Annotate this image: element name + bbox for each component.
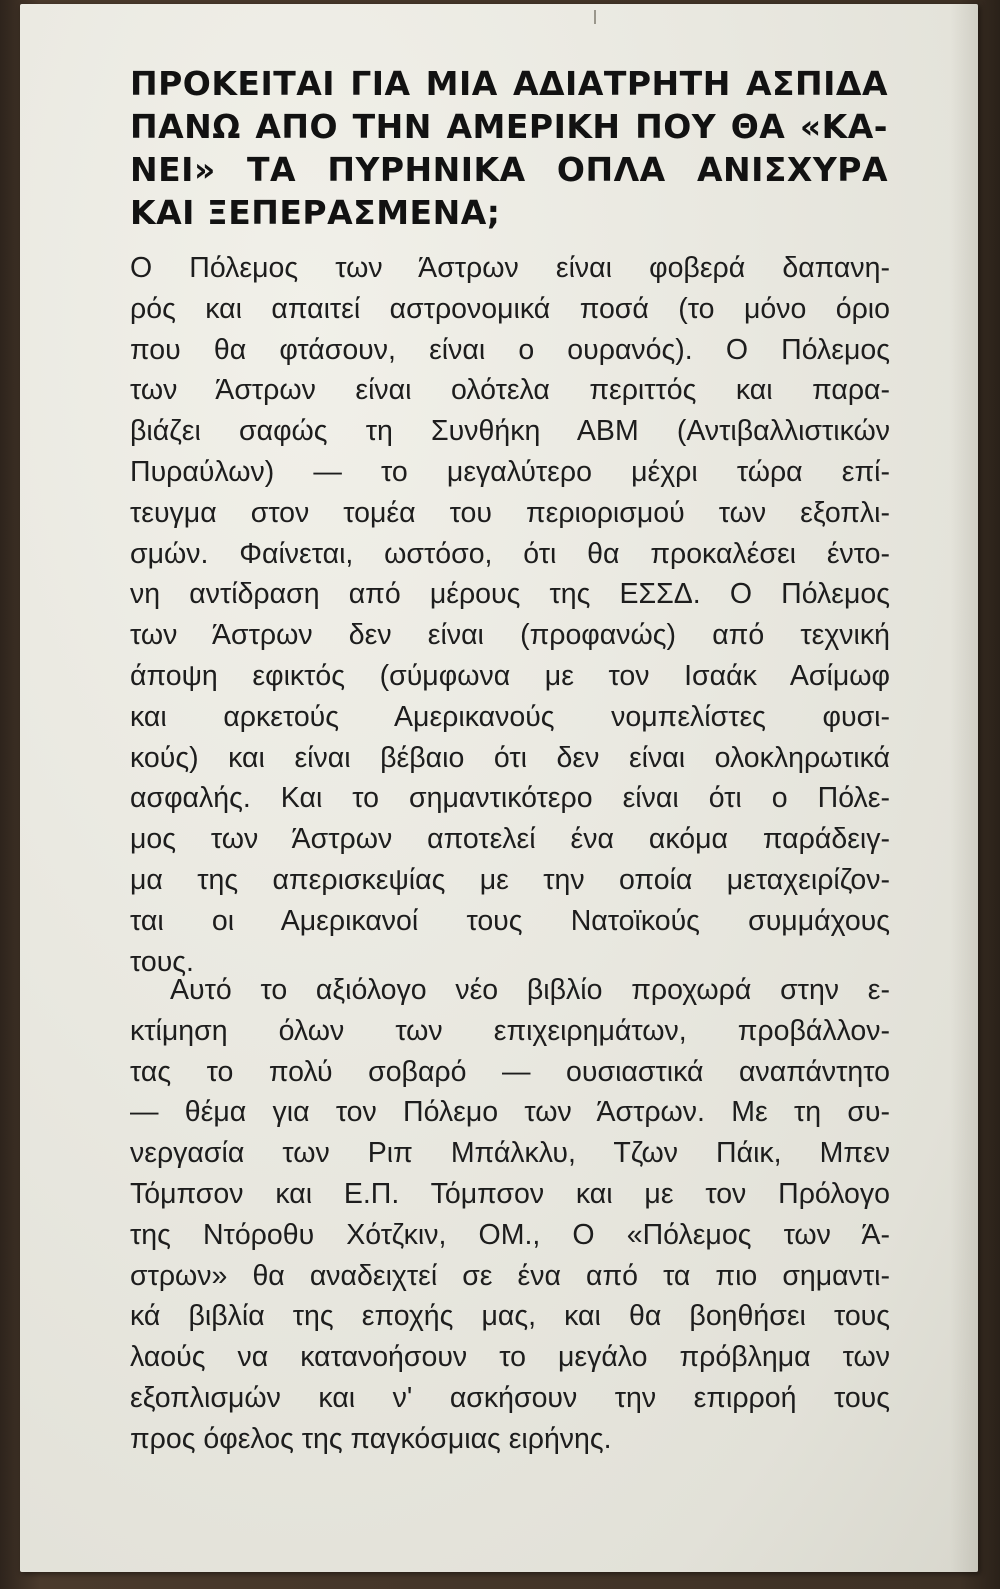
paragraph-line: των Άστρων είναι ολότελα περιττός και παρα- [130,374,890,407]
paragraph-line: Ο Πόλεμος των Άστρων είναι φοβερά δαπανη- [130,252,890,284]
paragraph-line: μα της απερισκεψίας με την οποία μεταχειρίζον- [130,863,890,896]
paragraph-line: στρων» θα αναδειχτεί σε ένα από τα πιο σημαντι- [130,1259,890,1292]
headline-line: ΠΡΟΚΕΙΤΑΙ ΓΙΑ ΜΙΑ ΑΔΙΑΤΡΗΤΗ ΑΣΠΙΔΑ [130,64,888,103]
paragraph-line: — θέμα για τον Πόλεμο των Άστρων. Με τη συ- [130,1096,890,1129]
paragraph-line: Πυραύλων) — το μεγαλύτερο μέχρι τώρα επί- [130,455,890,488]
paragraph-line: της Ντόροθυ Χότζκιν, ΟΜ., Ο «Πόλεμος των Ά- [130,1218,890,1251]
headline-line: ΚΑΙ ΞΕΠΕΡΑΣΜΕΝΑ; [130,193,501,232]
paragraph-line: Τόμπσον και Ε.Π. Τόμπσον και με τον Πρόλογο [130,1177,890,1210]
cover-crease-mark [594,10,596,24]
paragraph-line: κά βιβλία της εποχής μας, και θα βοηθήσει τους [130,1300,890,1333]
paragraph-line: τους. [130,945,194,978]
blurb-paragraph-2 [130,970,890,1460]
paragraph-line: μος των Άστρων αποτελεί ένα ακόμα παράδειγ- [130,823,890,856]
paragraph-line: ται οι Αμερικανοί τους Νατοϊκούς συμμάχους [130,904,890,937]
paragraph-line: νεργασία των Ριπ Μπάλκλυ, Τζων Πάικ, Μπεν [130,1137,890,1170]
paragraph-line: τας το πολύ σοβαρό — ουσιαστικά αναπάντητο [130,1055,890,1088]
paragraph-line: κούς) και είναι βέβαιο ότι δεν είναι ολοκληρωτικά [130,741,890,774]
paragraph-line: λαούς να κατανοήσουν το μεγάλο πρόβλημα των [130,1341,890,1374]
cover-edge-shadow [950,4,978,1572]
paragraph-line: σμών. Φαίνεται, ωστόσο, ότι θα προκαλέσει έντο- [130,537,890,570]
paragraph-line: των Άστρων δεν είναι (προφανώς) από τεχνική [130,619,890,652]
paragraph-line: άποψη εφικτός (σύμφωνα με τον Ισαάκ Ασίμωφ [130,659,890,692]
headline-line: ΝΕΙ» ΤΑ ΠΥΡΗΝΙΚΑ ΟΠΛΑ ΑΝΙΣΧΥΡΑ [130,150,888,189]
paragraph-line: κτίμηση όλων των επιχειρημάτων, προβάλλον- [130,1014,890,1047]
paragraph-line: ρός και απαιτεί αστρονομικά ποσά (το μόνο όριο [130,292,890,325]
paragraph-line: βιάζει σαφώς τη Συνθήκη ΑΒΜ (Αντιβαλλιστικών [130,415,890,448]
paragraph-line: νη αντίδραση από μέρους της ΕΣΣΔ. Ο Πόλεμος [130,578,890,611]
paragraph-line: και αρκετούς Αμερικανούς νομπελίστες φυσι- [130,700,890,733]
headline-line: ΠΑΝΩ ΑΠΟ ΤΗΝ ΑΜΕΡΙΚΗ ΠΟΥ ΘΑ «ΚΑ- [130,107,888,146]
paragraph-line: Αυτό το αξιόλογο νέο βιβλίο προχωρά στην ε- [170,974,890,1006]
paragraph-line: εξοπλισμών και ν' ασκήσουν την επιρροή τους [130,1381,890,1414]
back-cover-headline [130,62,888,234]
paragraph-line: που θα φτάσουν, είναι ο ουρανός). Ο Πόλεμος [130,333,890,366]
blurb-paragraph-1 [130,248,890,982]
paragraph-line: ασφαλής. Και το σημαντικότερο είναι ότι ο Πόλε- [130,782,890,815]
paragraph-line: προς όφελος της παγκόσμιας ειρήνης. [130,1422,612,1455]
paragraph-line: τευγμα στον τομέα του περιορισμού των εξοπλι- [130,496,890,529]
